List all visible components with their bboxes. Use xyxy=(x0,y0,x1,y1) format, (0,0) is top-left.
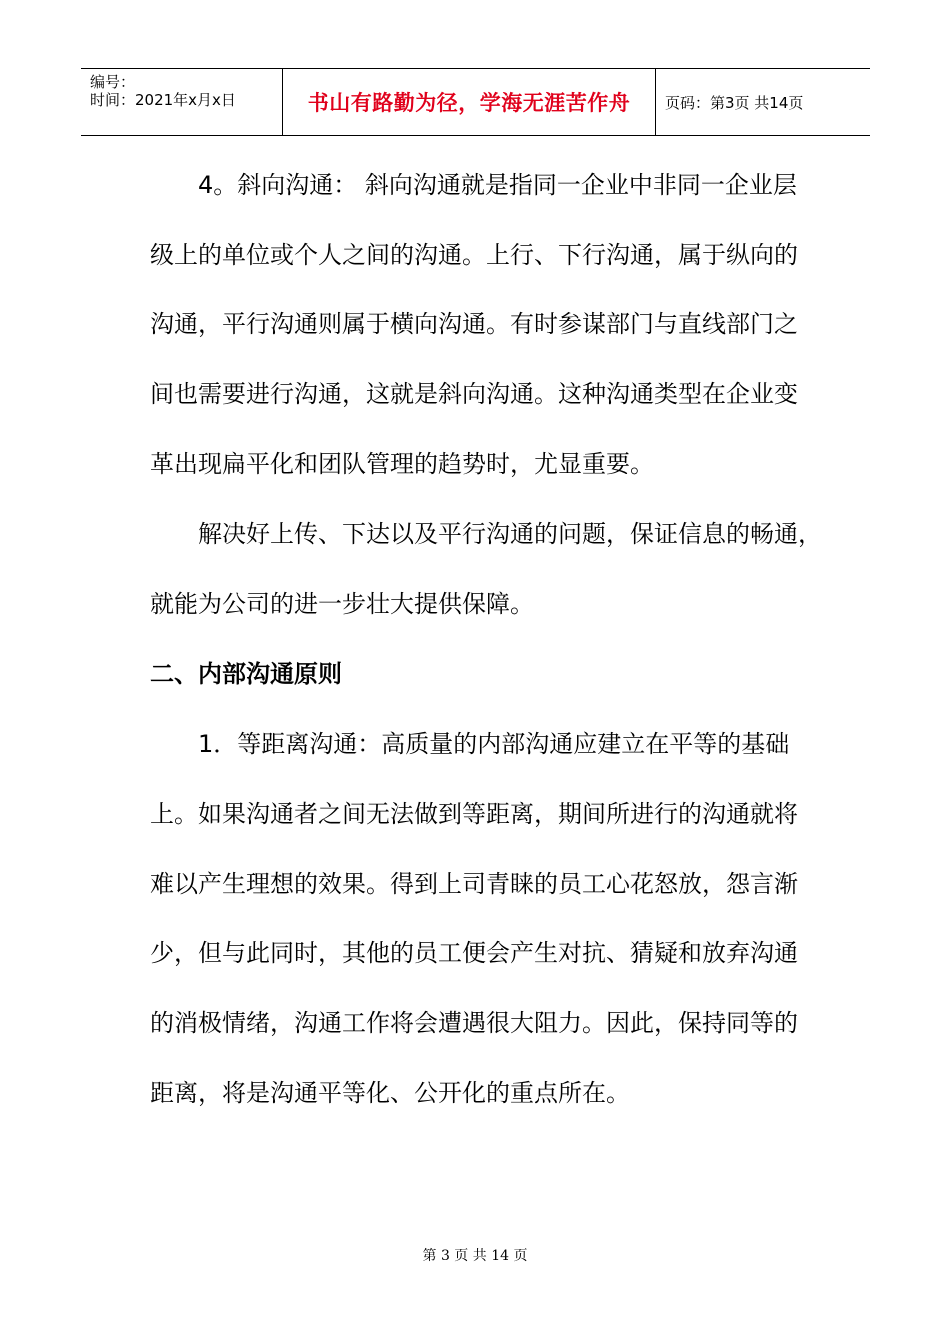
paragraph-line: 就能为公司的进一步壮大提供保障。 xyxy=(150,590,534,618)
document-number-label: 编号： xyxy=(90,73,136,91)
header-motto-cell xyxy=(282,69,656,135)
paragraph-line: 1．等距离沟通：高质量的内部沟通应建立在平等的基础 xyxy=(198,730,790,758)
document-date: 时间：2021年x月x日 xyxy=(90,91,236,109)
paragraph-line: 革出现扁平化和团队管理的趋势时，尤显重要。 xyxy=(150,450,654,478)
section-heading: 二、内部沟通原则 xyxy=(150,660,342,688)
paragraph-line: 4。斜向沟通： 斜向沟通就是指同一企业中非同一企业层 xyxy=(198,171,797,199)
paragraph-line: 级上的单位或个人之间的沟通。上行、下行沟通，属于纵向的 xyxy=(150,241,798,269)
paragraph-line: 沟通，平行沟通则属于横向沟通。有时参谋部门与直线部门之 xyxy=(150,310,798,338)
paragraph-line: 上。如果沟通者之间无法做到等距离，期间所进行的沟通就将 xyxy=(150,800,798,828)
paragraph-line: 解决好上传、下达以及平行沟通的问题，保证信息的畅通， xyxy=(198,520,822,548)
paragraph-line: 少，但与此同时，其他的员工便会产生对抗、猜疑和放弃沟通 xyxy=(150,939,798,967)
header-page-cell xyxy=(656,69,870,135)
paragraph-line: 间也需要进行沟通，这就是斜向沟通。这种沟通类型在企业变 xyxy=(150,380,798,408)
header-motto: 书山有路勤为径，学海无涯苦作舟 xyxy=(307,91,631,115)
header-meta xyxy=(81,69,282,135)
paragraph-line: 的消极情绪，沟通工作将会遭遇很大阻力。因此，保持同等的 xyxy=(150,1009,798,1037)
document-header xyxy=(81,68,870,136)
header-page-info: 页码：第3页 共14页 xyxy=(665,93,804,112)
paragraph-line: 距离，将是沟通平等化、公开化的重点所在。 xyxy=(150,1079,630,1107)
paragraph-line: 难以产生理想的效果。得到上司青睐的员工心花怒放，怨言渐 xyxy=(150,870,798,898)
page-footer: 第 3 页 共 14 页 xyxy=(422,1248,528,1264)
